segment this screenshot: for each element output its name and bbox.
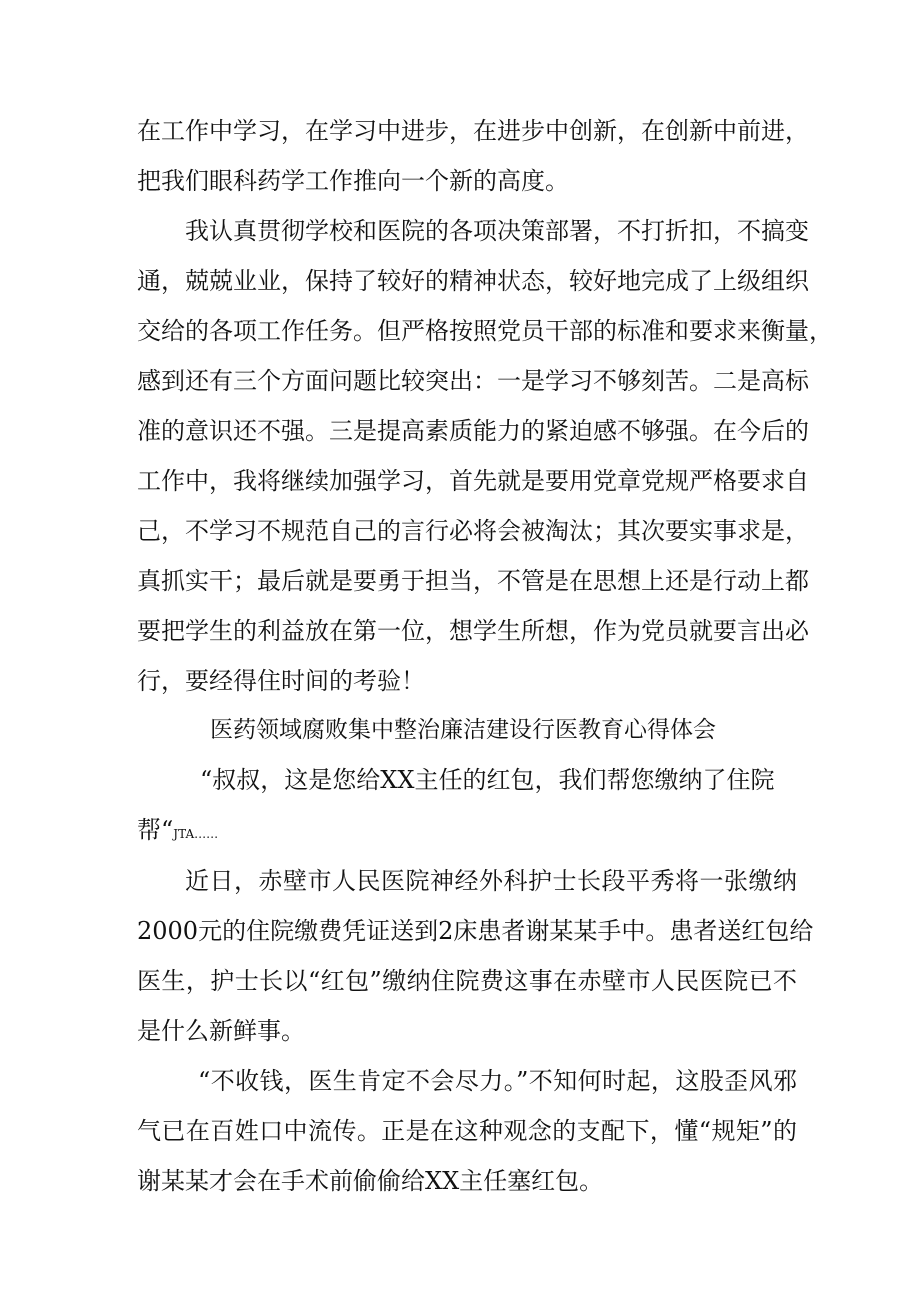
text-line: 是什么新鲜事。 — [137, 1017, 305, 1045]
text-line: 在工作中学习，在学习中进步，在进步中创新，在创新中前进， — [137, 117, 809, 145]
text-line: 感到还有三个方面问题比较突出：一是学习不够刻苦。二是高标 — [137, 367, 809, 395]
paragraph-first-line: “不收钱，医生肯定不会尽力。”不知何时起，这股歪风邪 — [198, 1067, 797, 1095]
text-line: 交给的各项工作任务。但严格按照党员干部的标准和要求来衡量， — [137, 317, 833, 345]
text-line: 通，兢兢业业，保持了较好的精神状态，较好地完成了上级组织 — [137, 267, 809, 295]
text-line: 己，不学习不规范自己的言行必将会被淘汰；其次要实事求是， — [137, 517, 809, 545]
text-line: 工作中，我将继续加强学习，首先就是要用党章党规严格要求自 — [137, 467, 809, 495]
garbled-text: JTA…… — [173, 827, 219, 841]
text-line: 要把学生的利益放在第一位，想学生所想，作为党员就要言出必 — [137, 617, 809, 645]
text-line: 2000元的住院缴费凭证送到2床患者谢某某手中。患者送红包给 — [137, 917, 814, 945]
text-line: 气已在百姓口中流传。正是在这种观念的支配下，懂“规矩”的 — [137, 1117, 797, 1145]
text-line: 把我们眼科药学工作推向一个新的高度。 — [137, 167, 569, 195]
paragraph-first-line: “叔叔，这是您给XX主任的红包，我们帮您缴纳了住院 — [200, 766, 775, 794]
text-line — [137, 813, 218, 851]
text-line: 真抓实干；最后就是要勇于担当，不管是在思想上还是行动上都 — [137, 567, 809, 595]
paragraph-first-line: 近日，赤壁市人民医院神经外科护士长段平秀将一张缴纳 — [185, 867, 797, 895]
section-heading: 医药领域腐败集中整治廉洁建设行医教育心得体会 — [210, 717, 716, 743]
text-line: 行，要经得住时间的考验！ — [137, 667, 425, 695]
text-fragment: 帮“ — [137, 816, 174, 844]
text-line: 谢某某才会在手术前偷偷给XX主任塞红包。 — [137, 1167, 604, 1195]
text-line: 医生，护士长以“红包”缴纳住院费这事在赤壁市人民医院已不 — [137, 967, 797, 995]
text-line: 准的意识还不强。三是提高素质能力的紧迫感不够强。在今后的 — [137, 417, 809, 445]
paragraph-first-line: 我认真贯彻学校和医院的各项决策部署，不打折扣，不搞变 — [185, 217, 809, 245]
